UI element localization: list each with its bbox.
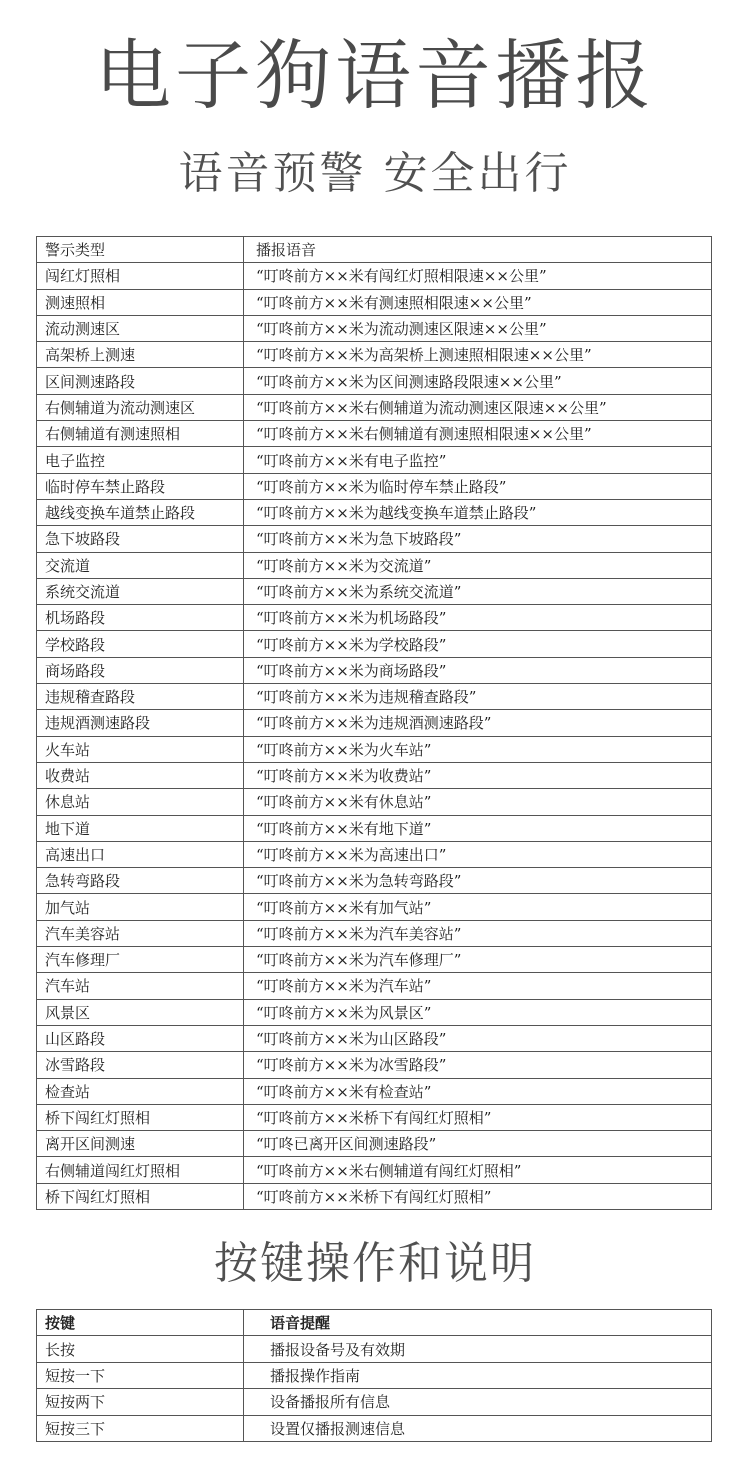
- row-voice-cell: “叮咚前方××米为机场路段”: [244, 605, 712, 631]
- table-row: [37, 1157, 712, 1183]
- table-row: [37, 920, 712, 946]
- table-row: [37, 1336, 712, 1362]
- table-row: [37, 841, 712, 867]
- row-type-cell: 越线变换车道禁止路段: [37, 499, 244, 525]
- row-type-cell: 短按两下: [37, 1389, 244, 1415]
- row-voice-cell: “叮咚前方××米为流动测速区限速××公里”: [244, 315, 712, 341]
- row-voice-cell: “叮咚前方××米有休息站”: [244, 789, 712, 815]
- row-type-cell: 加气站: [37, 894, 244, 920]
- header-warning-type: 警示类型: [37, 237, 244, 263]
- row-voice-cell: “叮咚前方××米为收费站”: [244, 762, 712, 788]
- table-header-row: [37, 1310, 712, 1336]
- row-type-cell: 右侧辅道有测速照相: [37, 421, 244, 447]
- row-voice-cell: 设置仅播报测速信息: [244, 1415, 712, 1441]
- warning-voice-table: [36, 236, 712, 1210]
- table-row: [37, 263, 712, 289]
- row-type-cell: 交流道: [37, 552, 244, 578]
- row-type-cell: 火车站: [37, 736, 244, 762]
- row-voice-cell: 播报操作指南: [244, 1362, 712, 1388]
- table-row: [37, 1183, 712, 1209]
- table-row: [37, 1389, 712, 1415]
- table-row: [37, 578, 712, 604]
- key-section-title: 按键操作和说明: [214, 1238, 536, 1289]
- row-voice-cell: “叮咚前方××米有测速照相限速××公里”: [244, 289, 712, 315]
- row-type-cell: 山区路段: [37, 1025, 244, 1051]
- table-row: [37, 421, 712, 447]
- row-type-cell: 离开区间测速: [37, 1131, 244, 1157]
- table-row: [37, 394, 712, 420]
- row-voice-cell: “叮咚前方××米右侧辅道有测速照相限速××公里”: [244, 421, 712, 447]
- row-voice-cell: “叮咚前方××米为违规酒测速路段”: [244, 710, 712, 736]
- row-type-cell: 高速出口: [37, 841, 244, 867]
- row-type-cell: 急转弯路段: [37, 868, 244, 894]
- row-voice-cell: “叮咚前方××米为汽车修理厂”: [244, 947, 712, 973]
- table-row: [37, 368, 712, 394]
- row-voice-cell: “叮咚前方××米为山区路段”: [244, 1025, 712, 1051]
- row-type-cell: 检查站: [37, 1078, 244, 1104]
- row-type-cell: 桥下闯红灯照相: [37, 1104, 244, 1130]
- row-voice-cell: “叮咚前方××米为火车站”: [244, 736, 712, 762]
- row-voice-cell: “叮咚前方××米为交流道”: [244, 552, 712, 578]
- table-row: [37, 789, 712, 815]
- table-row: [37, 815, 712, 841]
- row-type-cell: 短按一下: [37, 1362, 244, 1388]
- row-voice-cell: “叮咚前方××米为急下坡路段”: [244, 526, 712, 552]
- table-row: [37, 342, 712, 368]
- row-type-cell: 违规酒测速路段: [37, 710, 244, 736]
- table-row: [37, 605, 712, 631]
- table-row: [37, 1131, 712, 1157]
- table-row: [37, 868, 712, 894]
- header-key: 按键: [37, 1310, 244, 1336]
- table-row: [37, 1362, 712, 1388]
- page-title: 电子狗语音播报: [95, 31, 655, 120]
- row-type-cell: 汽车美容站: [37, 920, 244, 946]
- row-type-cell: 右侧辅道闯红灯照相: [37, 1157, 244, 1183]
- page-subtitle: 语音预警 安全出行: [178, 148, 572, 199]
- row-type-cell: 长按: [37, 1336, 244, 1362]
- row-type-cell: 系统交流道: [37, 578, 244, 604]
- row-voice-cell: “叮咚前方××米为违规稽查路段”: [244, 684, 712, 710]
- row-voice-cell: “叮咚前方××米为汽车美容站”: [244, 920, 712, 946]
- row-voice-cell: 设备播报所有信息: [244, 1389, 712, 1415]
- row-type-cell: 右侧辅道为流动测速区: [37, 394, 244, 420]
- row-voice-cell: “叮咚前方××米为风景区”: [244, 999, 712, 1025]
- row-voice-cell: “叮咚前方××米右侧辅道为流动测速区限速××公里”: [244, 394, 712, 420]
- warning-table-body: [37, 263, 712, 1210]
- table-row: [37, 1104, 712, 1130]
- row-voice-cell: “叮咚前方××米有地下道”: [244, 815, 712, 841]
- row-voice-cell: 播报设备号及有效期: [244, 1336, 712, 1362]
- row-type-cell: 区间测速路段: [37, 368, 244, 394]
- table-row: [37, 1025, 712, 1051]
- table-row: [37, 631, 712, 657]
- row-voice-cell: “叮咚前方××米为系统交流道”: [244, 578, 712, 604]
- table-row: [37, 710, 712, 736]
- row-type-cell: 流动测速区: [37, 315, 244, 341]
- table-row: [37, 657, 712, 683]
- row-voice-cell: “叮咚前方××米桥下有闯红灯照相”: [244, 1183, 712, 1209]
- row-voice-cell: “叮咚前方××米为高架桥上测速照相限速××公里”: [244, 342, 712, 368]
- row-type-cell: 违规稽查路段: [37, 684, 244, 710]
- row-type-cell: 短按三下: [37, 1415, 244, 1441]
- table-row: [37, 947, 712, 973]
- row-voice-cell: “叮咚前方××米有闯红灯照相限速××公里”: [244, 263, 712, 289]
- row-type-cell: 临时停车禁止路段: [37, 473, 244, 499]
- key-operation-table: [36, 1309, 712, 1442]
- table-row: [37, 1415, 712, 1441]
- table-row: [37, 289, 712, 315]
- row-voice-cell: “叮咚前方××米有加气站”: [244, 894, 712, 920]
- row-type-cell: 急下坡路段: [37, 526, 244, 552]
- table-row: [37, 526, 712, 552]
- table-row: [37, 894, 712, 920]
- row-type-cell: 收费站: [37, 762, 244, 788]
- table-row: [37, 999, 712, 1025]
- row-type-cell: 地下道: [37, 815, 244, 841]
- row-voice-cell: “叮咚已离开区间测速路段”: [244, 1131, 712, 1157]
- row-voice-cell: “叮咚前方××米有电子监控”: [244, 447, 712, 473]
- row-voice-cell: “叮咚前方××米为临时停车禁止路段”: [244, 473, 712, 499]
- table-row: [37, 1052, 712, 1078]
- row-voice-cell: “叮咚前方××米为越线变换车道禁止路段”: [244, 499, 712, 525]
- row-voice-cell: “叮咚前方××米为学校路段”: [244, 631, 712, 657]
- table-row: [37, 973, 712, 999]
- row-type-cell: 电子监控: [37, 447, 244, 473]
- row-voice-cell: “叮咚前方××米有检查站”: [244, 1078, 712, 1104]
- row-type-cell: 机场路段: [37, 605, 244, 631]
- header-voice-broadcast: 播报语音: [244, 237, 712, 263]
- row-type-cell: 休息站: [37, 789, 244, 815]
- table-row: [37, 473, 712, 499]
- header-voice-reminder: 语音提醒: [244, 1310, 712, 1336]
- table-row: [37, 552, 712, 578]
- row-type-cell: 学校路段: [37, 631, 244, 657]
- row-type-cell: 风景区: [37, 999, 244, 1025]
- row-type-cell: 桥下闯红灯照相: [37, 1183, 244, 1209]
- row-voice-cell: “叮咚前方××米为高速出口”: [244, 841, 712, 867]
- row-type-cell: 高架桥上测速: [37, 342, 244, 368]
- table-row: [37, 499, 712, 525]
- row-type-cell: 汽车修理厂: [37, 947, 244, 973]
- row-type-cell: 测速照相: [37, 289, 244, 315]
- row-voice-cell: “叮咚前方××米为急转弯路段”: [244, 868, 712, 894]
- row-type-cell: 闯红灯照相: [37, 263, 244, 289]
- row-voice-cell: “叮咚前方××米右侧辅道有闯红灯照相”: [244, 1157, 712, 1183]
- row-voice-cell: “叮咚前方××米为冰雪路段”: [244, 1052, 712, 1078]
- table-row: [37, 315, 712, 341]
- table-row: [37, 762, 712, 788]
- row-voice-cell: “叮咚前方××米为汽车站”: [244, 973, 712, 999]
- table-header-row: [37, 237, 712, 263]
- table-row: [37, 736, 712, 762]
- row-voice-cell: “叮咚前方××米桥下有闯红灯照相”: [244, 1104, 712, 1130]
- row-type-cell: 汽车站: [37, 973, 244, 999]
- row-type-cell: 商场路段: [37, 657, 244, 683]
- table-row: [37, 684, 712, 710]
- key-table-body: [37, 1336, 712, 1442]
- row-voice-cell: “叮咚前方××米为区间测速路段限速××公里”: [244, 368, 712, 394]
- table-row: [37, 447, 712, 473]
- row-type-cell: 冰雪路段: [37, 1052, 244, 1078]
- table-row: [37, 1078, 712, 1104]
- row-voice-cell: “叮咚前方××米为商场路段”: [244, 657, 712, 683]
